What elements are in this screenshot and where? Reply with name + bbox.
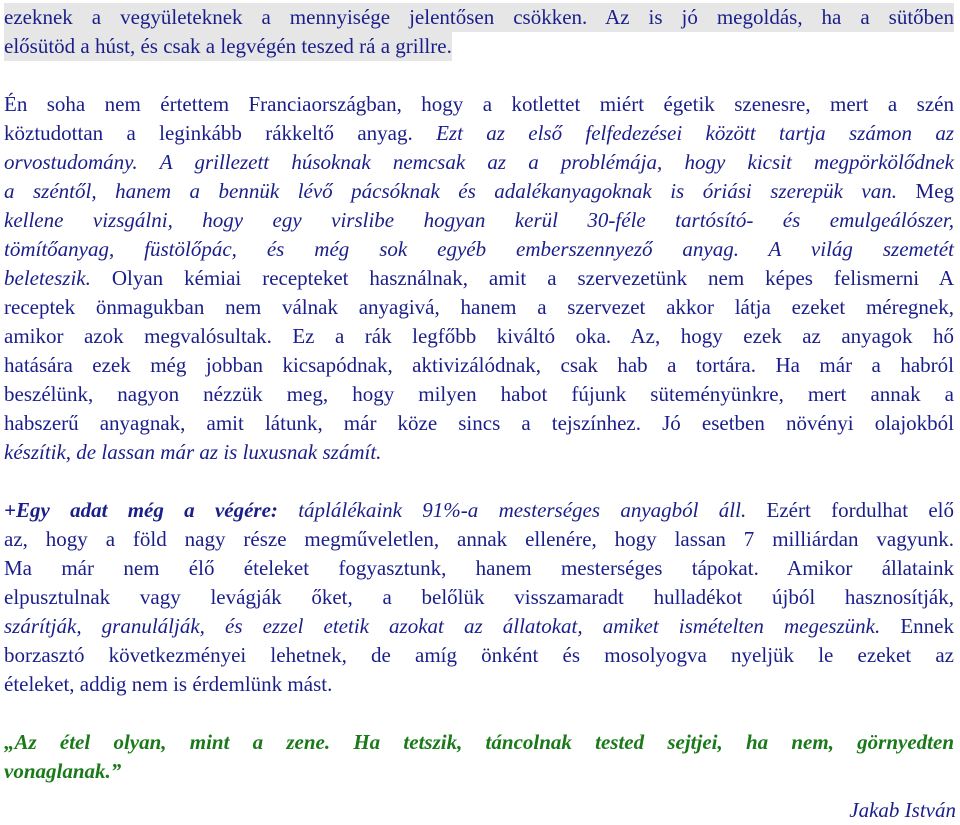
text-line: ezeknek a vegyületeknek a mennyisége jelentősen csökken. Az is jó megoldás, ha a sütőben <box>4 3 954 32</box>
text-line <box>4 496 954 525</box>
text-line <box>4 612 954 641</box>
signature: Jakab István <box>849 798 956 822</box>
text-segment: Amikor állataink <box>787 556 954 580</box>
text-segment: Jó esetben növényi olajokból <box>662 411 955 435</box>
text-line: az, hogy a föld nagy része megműveletlen, annak ellenére, hogy lassan 7 milliárdan vagyunk. <box>4 527 954 551</box>
text-segment-italic: orvostudomány. <box>4 150 138 174</box>
text-line <box>4 409 954 438</box>
text-segment: Ennek <box>900 614 954 638</box>
text-segment: köztudottan a leginkább rákkeltő anyag. <box>4 121 413 145</box>
text-line: kellene vizsgálni, hogy egy virslibe hogyan kerül 30-féle tartósító- és emulgeálószer, <box>4 208 954 232</box>
text-line <box>4 351 954 380</box>
text-line <box>4 264 954 293</box>
text-line: borzasztó következményei lehetnek, de amíg önként és mosolyogva nyeljük le ezeket az <box>4 643 954 667</box>
text-line <box>4 322 954 351</box>
text-segment: Ma már nem élő ételeket fogyasztunk, hanem mesterséges tápokat. <box>4 556 759 580</box>
text-line: receptek önmagukban nem válnak anyagivá, hanem a szervezet akkor látja ezeket méregnek, <box>4 295 954 319</box>
text-line: készítik, de lassan már az is luxusnak számít. <box>4 440 382 464</box>
text-segment: Ha már a habról <box>775 353 954 377</box>
quote-line: vonaglanak.” <box>4 759 122 783</box>
quote-block <box>4 728 954 786</box>
text-line: elősütöd a húst, és csak a legvégén teszed rá a grillre. <box>4 32 452 61</box>
text-segment: hatására ezek még jobban kicsapódnak, aktivizálódnak, csak hab a tortára. <box>4 353 756 377</box>
text-segment-italic: szárítják, granulálják, és ezzel etetik azokat az állatokat, amiket ismételten megeszünk. <box>4 614 881 638</box>
text-segment: amikor azok megvalósultak. Ez a rák legfőbb kiváltó oka. <box>4 324 612 348</box>
text-line: ételeket, addig nem is érdemlünk mást. <box>4 672 333 696</box>
text-segment: Az, hogy ezek az anyagok hő <box>630 324 954 348</box>
text-line: tömítőanyag, füstölőpác, és még sok egyéb emberszennyező anyag. A világ szemetét <box>4 237 954 261</box>
text-segment-italic: beleteszik. <box>4 266 91 290</box>
paragraph-data <box>4 496 954 699</box>
text-segment-italic: A grillezett húsoknak nemcsak az a problémája, hogy kicsit megpörkölődnek <box>159 150 954 174</box>
text-line <box>4 119 954 148</box>
text-line: elpusztulnak vagy levágják őket, a belőlük visszamaradt hulladékot újból hasznosítják, <box>4 585 954 609</box>
text-segment-italic: táplálékaink 91%-a mesterséges anyagból áll. <box>298 498 747 522</box>
text-line: beszélünk, nagyon nézzük meg, hogy milyen habot fújunk süteményünkre, mert annak a <box>4 382 954 406</box>
text-line <box>4 554 954 583</box>
text-line <box>4 177 954 206</box>
quote-line: „Az étel olyan, mint a zene. Ha tetszik, táncolnak tested sejtjei, ha nem, görnyedten <box>4 730 954 754</box>
text-segment: Meg <box>915 179 955 203</box>
text-segment-italic: Ezt az első felfedezései között tartja számon az <box>436 121 954 145</box>
text-segment: Ezért fordulhat elő <box>766 498 955 522</box>
paragraph-grill <box>4 90 954 467</box>
text-segment: habszerű anyagnak, amit látunk, már köze sincs a tejszínhez. <box>4 411 641 435</box>
text-line <box>4 148 954 177</box>
text-segment: Olyan kémiai recepteket használnak, amit a szervezetünk nem képes felismerni A <box>111 266 954 290</box>
text-segment-bold: +Egy adat még a végére: <box>4 498 278 522</box>
text-line: Én soha nem értettem Franciaországban, hogy a kotlettet miért égetik szenesre, mert a szén <box>4 92 954 116</box>
text-segment-italic: a széntől, hanem a bennük lévő pácsóknak és adalékanyagoknak is óriási szerepük van. <box>4 179 898 203</box>
paragraph-intro <box>4 3 954 61</box>
